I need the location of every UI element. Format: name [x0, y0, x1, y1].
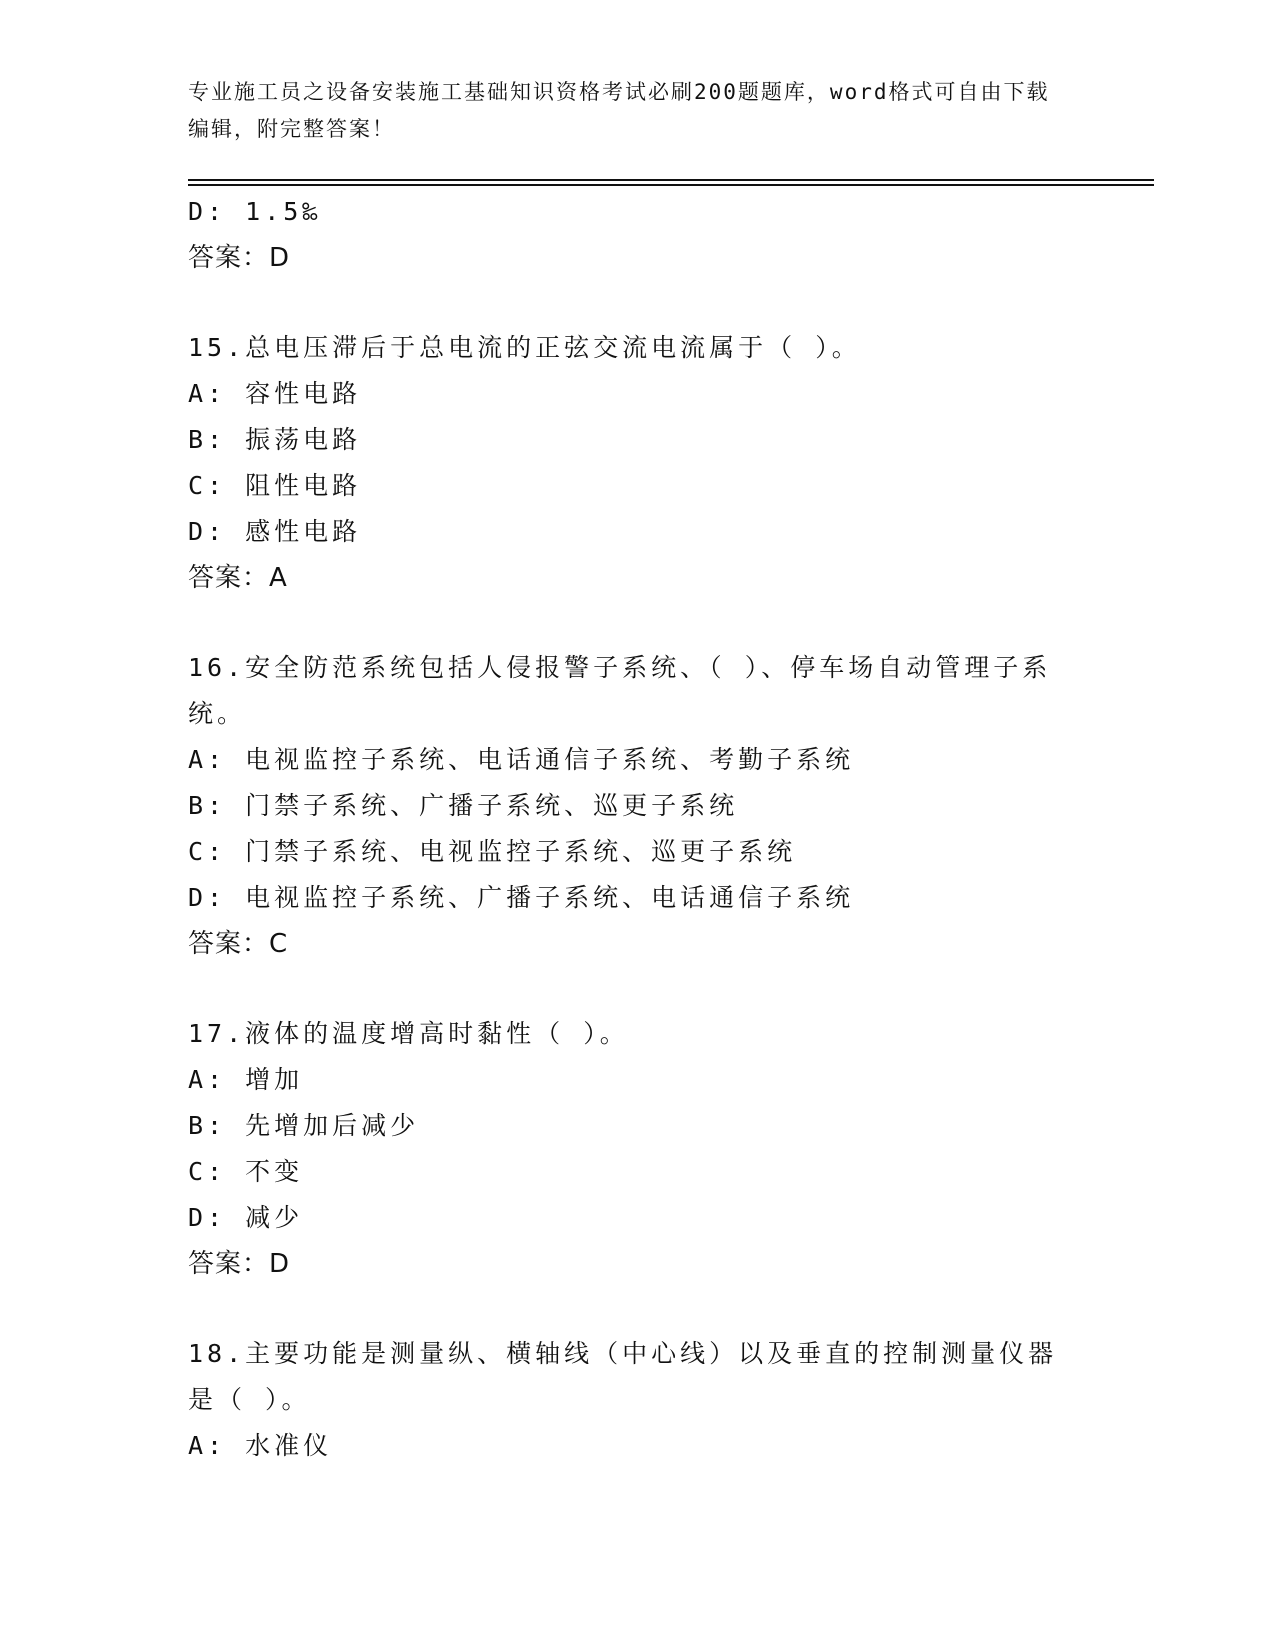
option-b: B: 先增加后减少 — [188, 1111, 420, 1140]
question-17 — [188, 1011, 1088, 1287]
option-d: D: 减少 — [188, 1203, 304, 1232]
option-c: C: 阻性电路 — [188, 471, 362, 500]
question-16 — [188, 645, 1088, 967]
question-text: 17.液体的温度增高时黏性（ ）。 — [188, 1019, 629, 1048]
answer-label: 答案：A — [188, 563, 288, 593]
option-b: B: 振荡电路 — [188, 425, 362, 454]
option-b: B: 门禁子系统、广播子系统、巡更子系统 — [188, 791, 739, 820]
option-d: D: 电视监控子系统、广播子系统、电话通信子系统 — [188, 883, 855, 912]
question-18 — [188, 1331, 1088, 1469]
document-header: 专业施工员之设备安装施工基础知识资格考试必刷200题题库，word格式可自由下载编辑，附完整答案！ — [188, 80, 1050, 141]
question-text: 16.安全防范系统包括人侵报警子系统、（ ）、停车场自动管理子系统。 — [188, 653, 1052, 728]
option-a: A: 容性电路 — [188, 379, 362, 408]
question-text: 18.主要功能是测量纵、横轴线（中心线）以及垂直的控制测量仪器是（ ）。 — [188, 1339, 1058, 1414]
option-c: C: 门禁子系统、电视监控子系统、巡更子系统 — [188, 837, 797, 866]
option-a: A: 水准仪 — [188, 1431, 333, 1460]
option-c: C: 不变 — [188, 1157, 304, 1186]
answer-label: 答案：D — [188, 243, 291, 273]
header-rule-top — [188, 179, 1154, 181]
header-rule-bottom — [188, 184, 1154, 186]
document-body — [188, 189, 1088, 1469]
option-a: A: 增加 — [188, 1065, 304, 1094]
question-14-tail — [188, 189, 1088, 281]
option-a: A: 电视监控子系统、电话通信子系统、考勤子系统 — [188, 745, 855, 774]
answer-label: 答案：D — [188, 1249, 291, 1279]
answer-label: 答案：C — [188, 929, 289, 959]
option-d: D: 感性电路 — [188, 517, 362, 546]
option-d: D: 1.5‰ — [188, 197, 322, 226]
question-text: 15.总电压滞后于总电流的正弦交流电流属于（ ）。 — [188, 333, 861, 362]
question-15 — [188, 325, 1088, 601]
